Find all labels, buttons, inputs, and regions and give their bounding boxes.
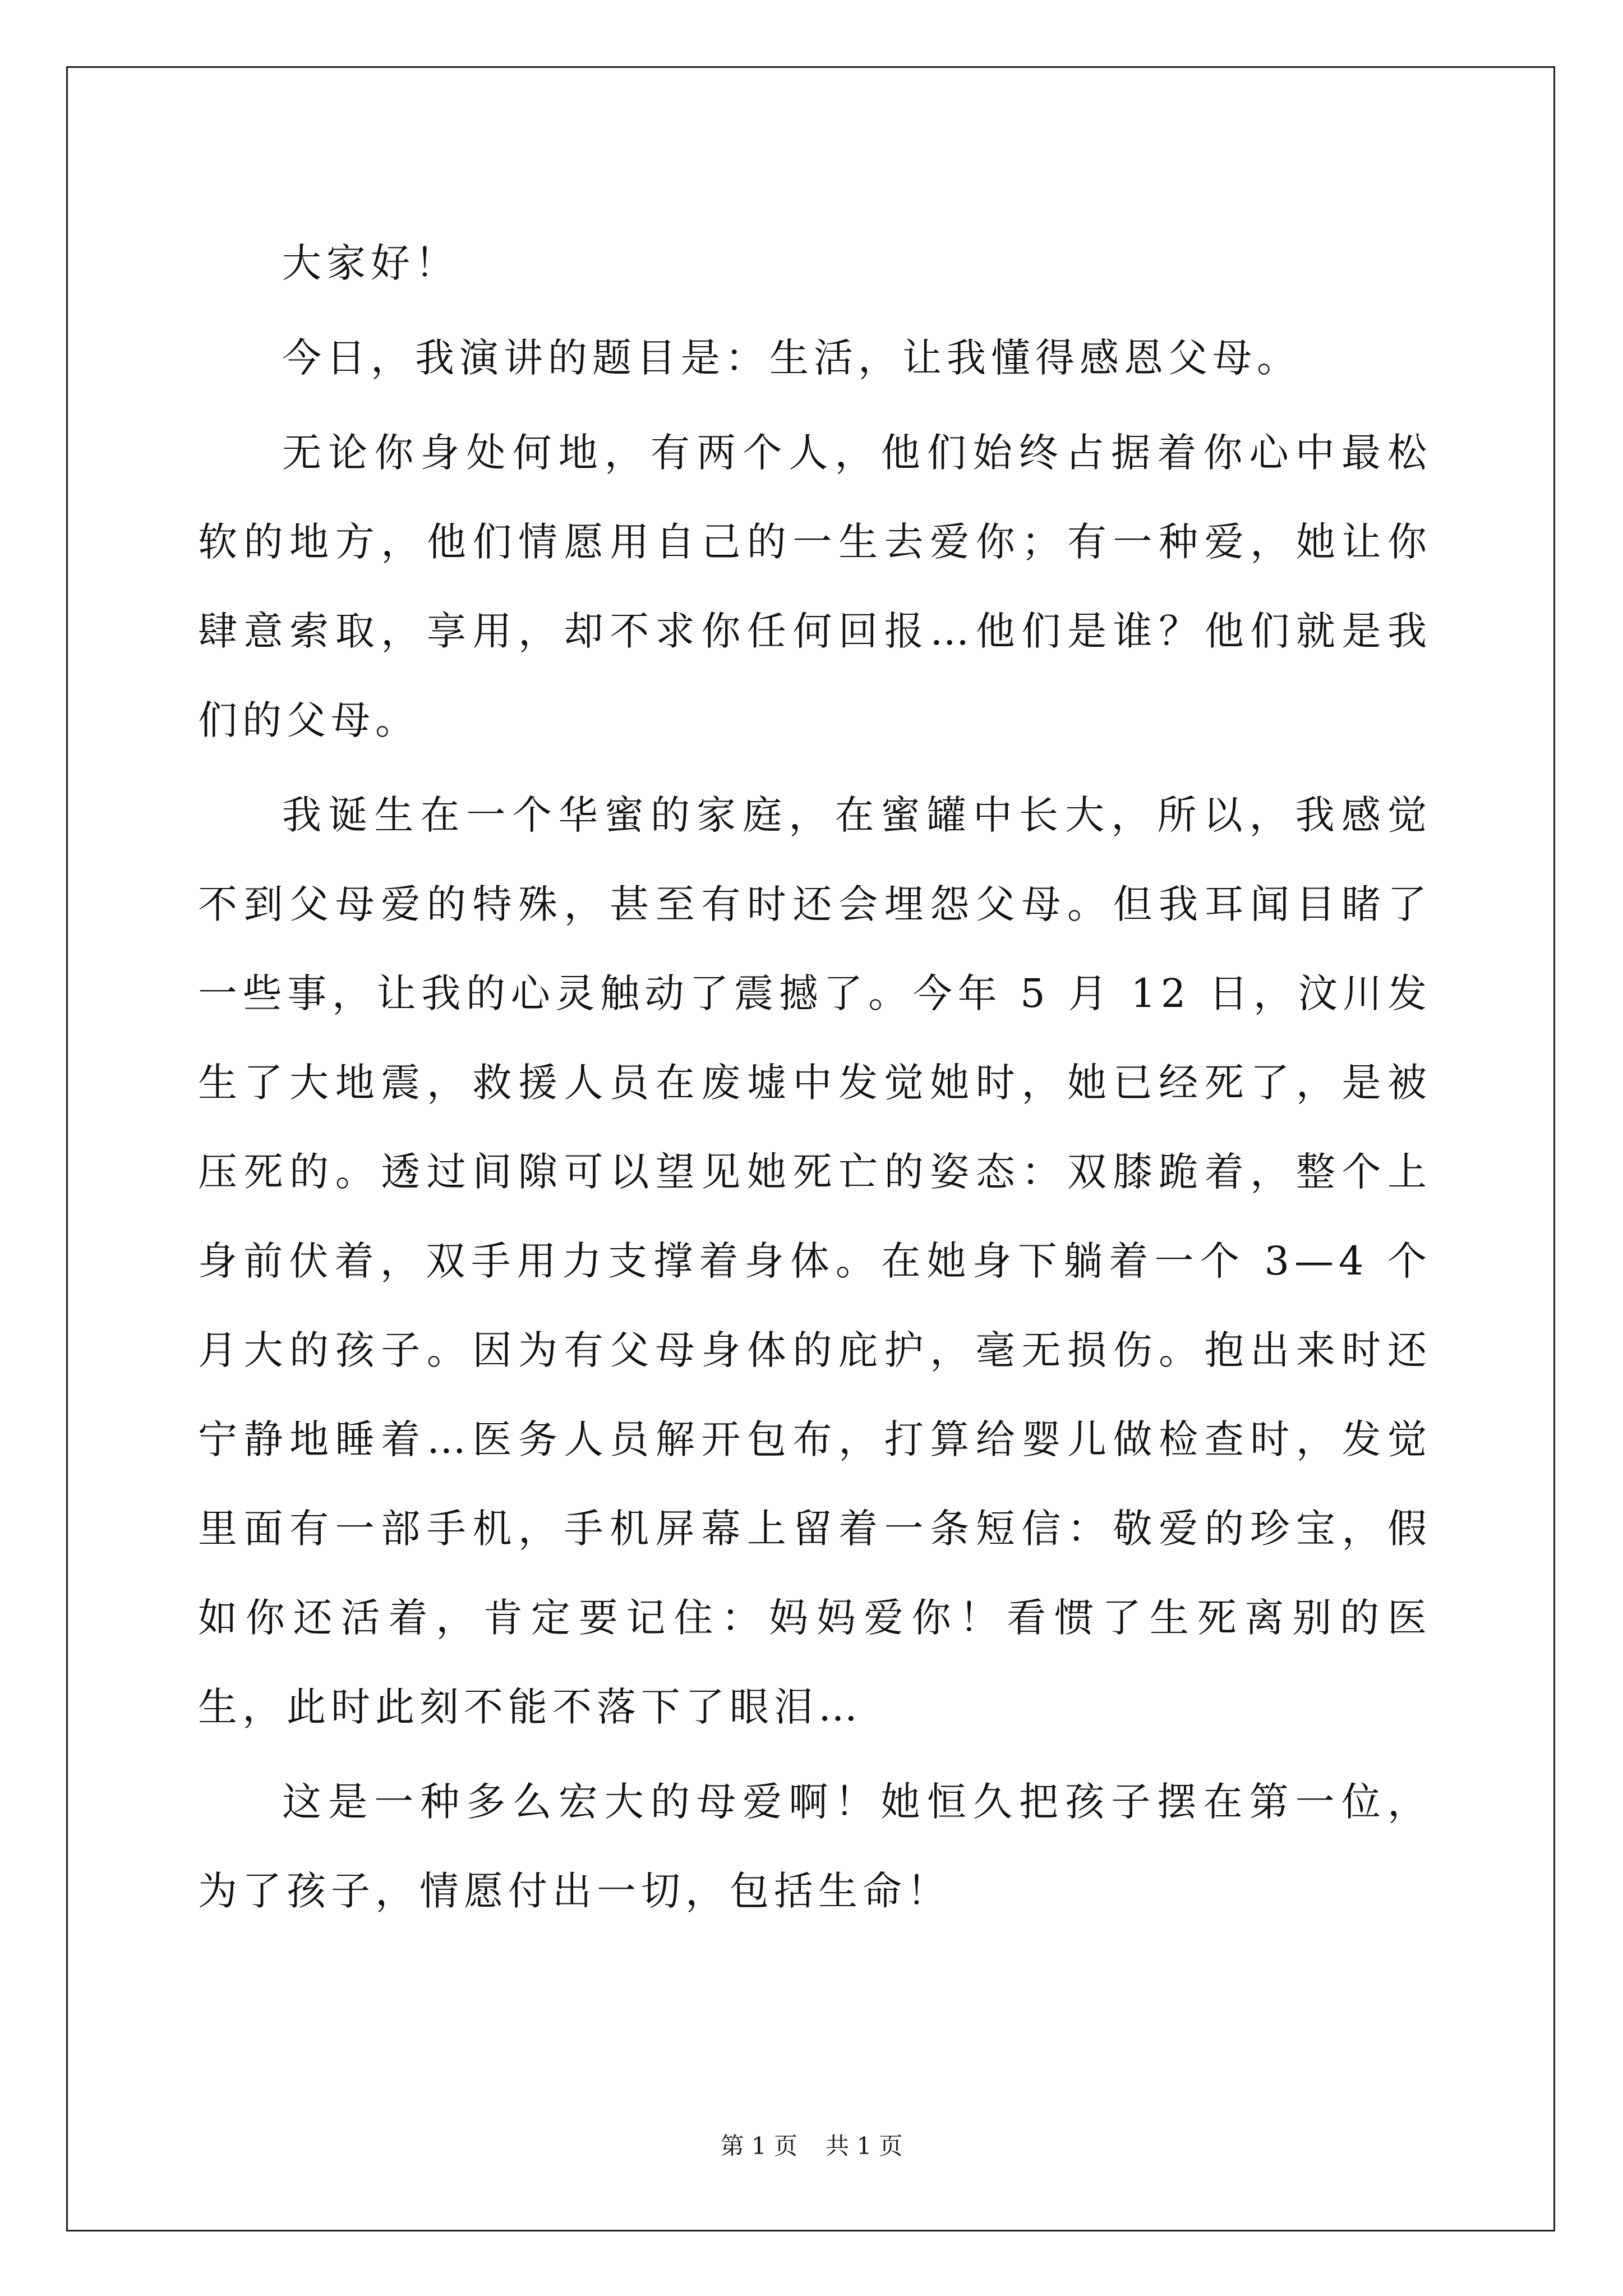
- paragraph-conclusion: 这是一种多么宏大的母爱啊！她恒久把孩子摆在第一位，为了孩子，情愿付出一切，包括生命！: [198, 1779, 1432, 1914]
- page-number-total: 共 1 页: [826, 2132, 903, 2160]
- paragraph-greeting: 大家好！: [282, 240, 459, 286]
- page-number-current: 第 1 页: [720, 2132, 797, 2160]
- paragraph-topic: 今日，我演讲的题目是：生活，让我懂得感恩父母。: [282, 335, 1301, 381]
- page-footer: [0, 2129, 1623, 2163]
- paragraph-earthquake-story: 我诞生在一个华蜜的家庭，在蜜罐中长大，所以，我感觉不到父母爱的特殊，甚至有时还会埋怨父母。但我耳闻目睹了一些事，让我的心灵触动了震撼了。今年 5 月 12 日，汶川发生了大地震，救援人员在废墟中发觉她时，她已经死了，是被压死的。透过间隙可以望见她死亡的姿态：双膝跪着，整个上身前伏着，双手用力支撑着身体。在她身下躺着一个 3—4 个月大的孩子。因为有父母身体的庇护，毫无损伤。抱出来时还宁静地睡着…医务人员解开包布，打算给婴儿做检查时，发觉里面有一部手机，手机屏幕上留着一条短信：敬爱的珍宝，假如你还活着，肯定要记住：妈妈爱你！看惯了生死离别的医生，此时此刻不能不落下了眼泪…: [198, 792, 1432, 1730]
- document-body: [198, 219, 1432, 1941]
- paragraph-parents: 无论你身处何地，有两个人，他们始终占据着你心中最松软的地方，他们情愿用自己的一生去爱你；有一种爱，她让你肆意索取，享用，却不求你任何回报…他们是谁？他们就是我们的父母。: [198, 430, 1432, 743]
